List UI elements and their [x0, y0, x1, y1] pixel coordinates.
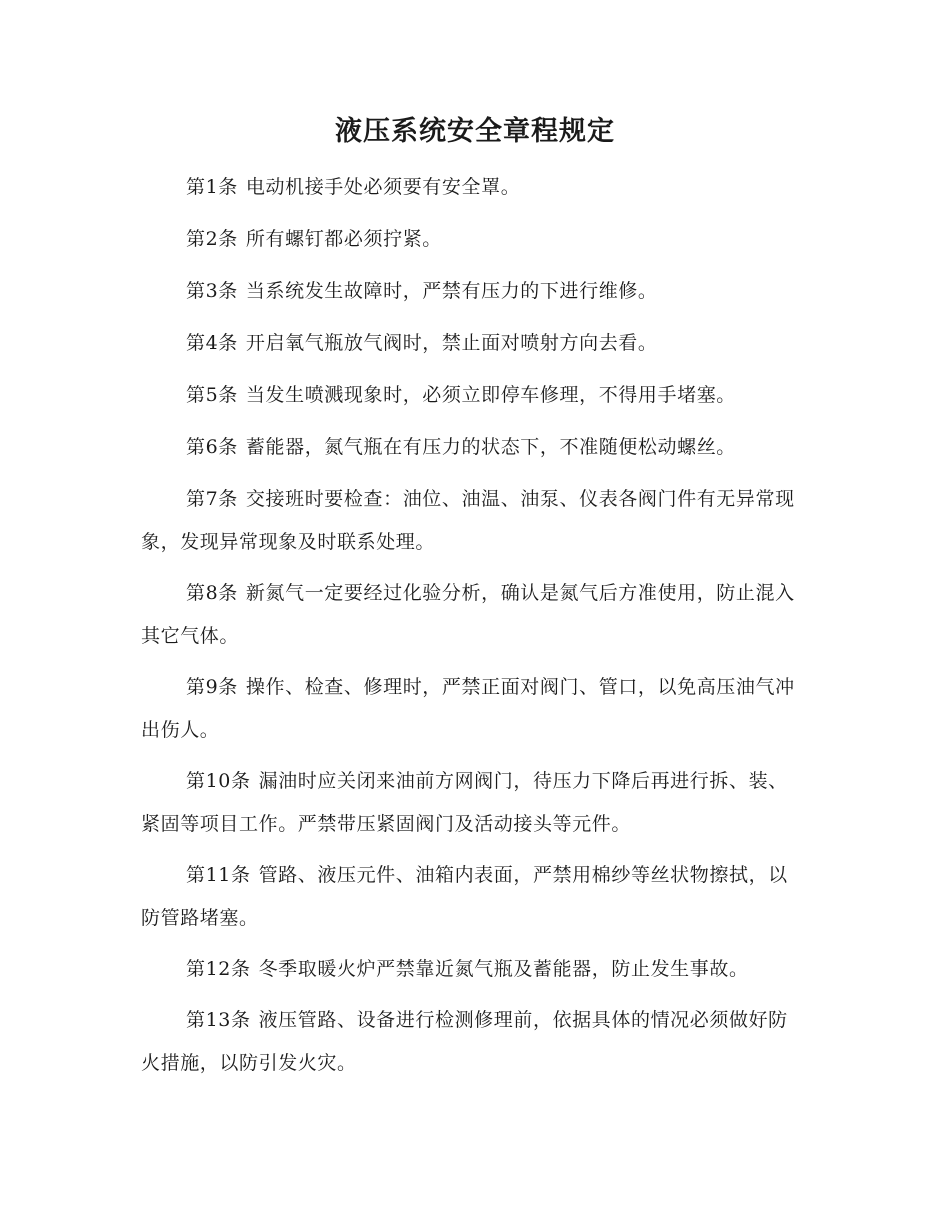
article-text: 冬季取暖火炉严禁靠近氮气瓶及蓄能器，防止发生事故。	[258, 958, 749, 980]
article-2	[141, 218, 806, 261]
document-body	[141, 166, 806, 1093]
article-number: 第2条	[186, 228, 238, 250]
document-title: 液压系统安全章程规定	[335, 116, 615, 147]
article-10	[141, 760, 806, 846]
article-text: 当系统发生故障时，严禁有压力的下进行维修。	[245, 280, 658, 302]
article-number: 第12条	[186, 958, 251, 980]
article-text: 蓄能器，氮气瓶在有压力的状态下，不准随便松动螺丝。	[245, 436, 736, 458]
article-number: 第1条	[186, 176, 238, 198]
article-11	[141, 854, 806, 940]
article-text: 交接班时要检查：油位、油温、油泵、仪表各阀门件有无异常现象，发现异常现象及时联系处理。	[141, 488, 795, 553]
article-number: 第10条	[186, 770, 251, 792]
article-text: 操作、检查、修理时，严禁正面对阀门、管口，以免高压油气冲出伤人。	[141, 676, 795, 741]
article-number: 第9条	[186, 676, 238, 698]
article-text: 漏油时应关闭来油前方网阀门，待压力下降后再进行拆、装、紧固等项目工作。严禁带压紧固阀门及活动接头等元件。	[141, 770, 788, 835]
article-6	[141, 426, 806, 469]
article-text: 开启氧气瓶放气阀时，禁止面对喷射方向去看。	[245, 332, 658, 354]
article-number: 第7条	[186, 488, 238, 510]
article-number: 第5条	[186, 384, 238, 406]
article-3	[141, 270, 806, 313]
article-13	[141, 999, 806, 1085]
article-text: 液压管路、设备进行检测修理前，依据具体的情况必须做好防火措施，以防引发火灾。	[141, 1009, 788, 1074]
article-number: 第6条	[186, 436, 238, 458]
article-text: 管路、液压元件、油箱内表面，严禁用棉纱等丝状物擦拭，以防管路堵塞。	[141, 864, 788, 929]
article-text: 新氮气一定要经过化验分析，确认是氮气后方准使用，防止混入其它气体。	[141, 582, 795, 647]
article-text: 当发生喷溅现象时，必须立即停车修理，不得用手堵塞。	[245, 384, 736, 406]
article-8	[141, 572, 806, 658]
article-number: 第11条	[186, 864, 251, 886]
article-7	[141, 478, 806, 564]
article-number: 第4条	[186, 332, 238, 354]
article-number: 第8条	[186, 582, 238, 604]
article-5	[141, 374, 806, 417]
article-text: 所有螺钉都必须拧紧。	[245, 228, 442, 250]
article-number: 第3条	[186, 280, 238, 302]
article-number: 第13条	[186, 1009, 251, 1031]
article-9	[141, 666, 806, 752]
article-4	[141, 322, 806, 365]
article-1	[141, 166, 806, 209]
article-12	[141, 948, 806, 991]
article-text: 电动机接手处必须要有安全罩。	[245, 176, 521, 198]
